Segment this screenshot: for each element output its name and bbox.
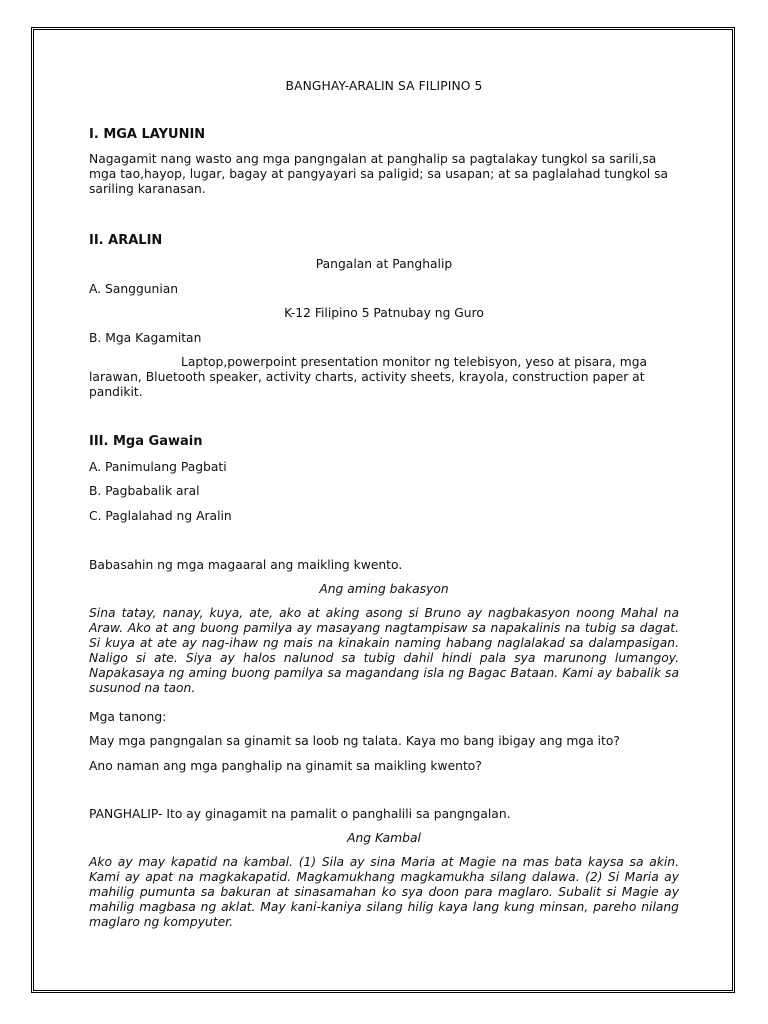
story1-title: Ang aming bakasyon: [319, 582, 449, 596]
questions-label: Mga tanong:: [89, 710, 167, 724]
section-number: III.: [89, 434, 109, 449]
kagamitan-label: B. Mga Kagamitan: [89, 331, 202, 345]
question-1: May mga pangngalan sa ginamit sa loob ng talata. Kaya mo bang ibigay ang mga ito?: [89, 734, 620, 748]
section-number: I.: [89, 127, 99, 142]
question-2: Ano naman ang mga panghalip na ginamit sa maikling kwento?: [89, 759, 482, 773]
section-heading-layunin: [89, 127, 679, 142]
gawain-item-a: A. Panimulang Pagbati: [89, 460, 227, 474]
sanggunian-value: K-12 Filipino 5 Patnubay ng Guro: [284, 306, 484, 320]
panghalip-definition: PANGHALIP- Ito ay ginagamit na pamalit o panghalili sa pangngalan.: [89, 807, 511, 821]
section-heading-gawain: [89, 434, 679, 449]
story2-title: Ang Kambal: [347, 831, 421, 845]
gawain-item-c: C. Paglalahad ng Aralin: [89, 509, 232, 523]
section-title: ARALIN: [108, 233, 163, 248]
section-number: II.: [89, 233, 104, 248]
layunin-paragraph: Nagagamit nang wasto ang mga pangngalan at panghalip sa pagtalakay tungkol sa sarili,sa mga tao,hayop, lugar, bagay at pangyayari sa paligid; sa usapan; at sa paglalahad tungkol sa sariling karanasan.: [89, 152, 669, 196]
gawain-item-b: B. Pagbabalik aral: [89, 484, 200, 498]
story2-body: Ako ay may kapatid na kambal. (1) Sila ay sina Maria at Magie na mas bata kaysa sa akin. Kami ay apat na magkakapatid. Magkamukhang magkamukha silang dalawa. (2) Si Maria ay mahilig pumunta sa bakuran at sinasamahan ko sya doon para maglaro. Subalit si Magie ay mahilig magbasa ng aklat. May kani-kaniya silang hilig kaya lang kung minsan, pareho nilang maglaro ng kompyuter.: [89, 855, 679, 929]
sanggunian-label: A. Sanggunian: [89, 282, 179, 296]
document-title: BANGHAY-ARALIN SA FILIPINO 5: [285, 79, 483, 93]
story1-body: Sina tatay, nanay, kuya, ate, ako at aking asong si Bruno ay nagbakasyon noong Mahal na Araw. Ako at ang buong pamilya ay masayang nagtampisaw sa napakalinis na tubig sa dagat. Si kuya at ate ay nag-ihaw ng mais na kinakain naming habang naglalakad sa dalampasigan. Naligo si ate. Siya ay halos nalunod sa tubig dahil hindi pala sya marunong lumangoy. Napakasaya ng aming buong pamilya sa magandang isla ng Bagac Bataan. Kami ay babalik sa susunod na taon.: [89, 606, 679, 695]
reading-intro: Babasahin ng mga magaaral ang maikling kwento.: [89, 558, 403, 572]
section-heading-aralin: [89, 233, 679, 248]
section-title: MGA LAYUNIN: [103, 127, 206, 142]
kagamitan-value: Laptop,powerpoint presentation monitor ng telebisyon, yeso at pisara, mga larawan, Bluetooth speaker, activity charts, activity sheets, krayola, construction paper at pandikit.: [89, 355, 648, 399]
lesson-topic: Pangalan at Panghalip: [315, 257, 453, 271]
section-title: Mga Gawain: [112, 434, 203, 449]
